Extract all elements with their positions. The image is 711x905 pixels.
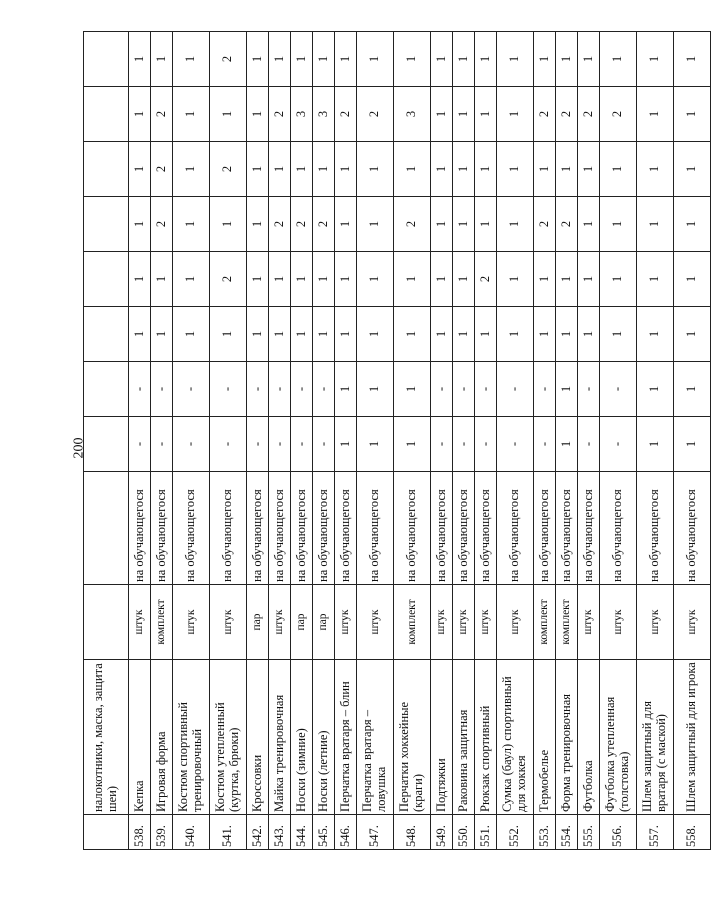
quantity-cell: 1 — [335, 417, 357, 472]
quantity-cell — [84, 417, 129, 472]
item-name: Футболка утепленная (толстовка) — [600, 660, 637, 815]
item-name: Перчатка вратаря – ловушка — [357, 660, 394, 815]
table-row — [210, 32, 247, 850]
quantity-cell: 1 — [313, 307, 335, 362]
quantity-cell: 1 — [556, 32, 578, 87]
quantity-cell: 2 — [210, 142, 247, 197]
quantity-cell: 1 — [600, 32, 637, 87]
unit-of-measure: комплект — [151, 585, 173, 660]
row-number: 553. — [534, 815, 556, 850]
equipment-table — [83, 31, 711, 850]
quantity-cell: 1 — [173, 32, 210, 87]
unit-of-measure: штук — [129, 585, 151, 660]
quantity-cell: 1 — [313, 252, 335, 307]
unit-of-measure: пар — [291, 585, 313, 660]
unit-of-measure: штук — [210, 585, 247, 660]
quantity-cell: 2 — [313, 197, 335, 252]
item-name: Подтяжки — [431, 660, 453, 815]
quantity-cell: 1 — [357, 362, 394, 417]
quantity-cell: - — [291, 362, 313, 417]
quantity-cell: 1 — [173, 307, 210, 362]
unit-of-measure: штук — [453, 585, 475, 660]
calculation-basis: на обучающегося — [497, 472, 534, 585]
quantity-cell: - — [173, 362, 210, 417]
quantity-cell: 2 — [210, 252, 247, 307]
quantity-cell: 1 — [291, 252, 313, 307]
quantity-cell: 1 — [335, 252, 357, 307]
quantity-cell: - — [578, 362, 600, 417]
calculation-basis: на обучающегося — [534, 472, 556, 585]
quantity-cell: - — [210, 362, 247, 417]
quantity-cell: 1 — [291, 32, 313, 87]
row-number: 550. — [453, 815, 475, 850]
calculation-basis: на обучающегося — [475, 472, 497, 585]
table-row — [394, 32, 431, 850]
unit-of-measure: комплект — [394, 585, 431, 660]
calculation-basis: на обучающегося — [556, 472, 578, 585]
row-number: 551. — [475, 815, 497, 850]
unit-of-measure — [84, 585, 129, 660]
calculation-basis: на обучающегося — [247, 472, 269, 585]
item-name: Сумка (баул) спортивный для хоккея — [497, 660, 534, 815]
quantity-cell: 1 — [247, 32, 269, 87]
item-name: Термобелье — [534, 660, 556, 815]
quantity-cell: - — [497, 417, 534, 472]
calculation-basis — [84, 472, 129, 585]
table-row — [453, 32, 475, 850]
quantity-cell: 1 — [674, 87, 711, 142]
equipment-table-rotated — [83, 32, 699, 850]
table-row — [578, 32, 600, 850]
quantity-cell: 1 — [637, 87, 674, 142]
item-name: Носки (летние) — [313, 660, 335, 815]
table-row — [129, 32, 151, 850]
quantity-cell: 1 — [129, 197, 151, 252]
quantity-cell: 1 — [357, 307, 394, 362]
quantity-cell: 1 — [291, 307, 313, 362]
table-row — [247, 32, 269, 850]
quantity-cell: 1 — [173, 252, 210, 307]
quantity-cell: 1 — [335, 32, 357, 87]
unit-of-measure: штук — [173, 585, 210, 660]
item-name: Костюм утепленный (куртка, брюки) — [210, 660, 247, 815]
quantity-cell: - — [453, 417, 475, 472]
quantity-cell: - — [431, 417, 453, 472]
page-number-text: 200 — [71, 437, 86, 459]
quantity-cell: 1 — [431, 252, 453, 307]
quantity-cell: 1 — [453, 307, 475, 362]
quantity-cell: 1 — [394, 362, 431, 417]
calculation-basis: на обучающегося — [173, 472, 210, 585]
quantity-cell: 1 — [637, 32, 674, 87]
quantity-cell — [84, 32, 129, 87]
quantity-cell: 1 — [534, 307, 556, 362]
calculation-basis: на обучающегося — [674, 472, 711, 585]
quantity-cell: 1 — [556, 417, 578, 472]
calculation-basis: на обучающегося — [291, 472, 313, 585]
table-row — [84, 32, 129, 850]
table-row — [357, 32, 394, 850]
quantity-cell: 1 — [497, 197, 534, 252]
quantity-cell: 1 — [210, 197, 247, 252]
calculation-basis: на обучающегося — [394, 472, 431, 585]
item-name: налокотники, маска, защита шеи) — [84, 660, 129, 815]
unit-of-measure: штук — [600, 585, 637, 660]
row-number: 546. — [335, 815, 357, 850]
item-name: Раковина защитная — [453, 660, 475, 815]
quantity-cell: 2 — [151, 142, 173, 197]
quantity-cell: 1 — [173, 87, 210, 142]
quantity-cell: 2 — [151, 87, 173, 142]
quantity-cell: 1 — [431, 87, 453, 142]
quantity-cell: 1 — [394, 142, 431, 197]
quantity-cell: 1 — [674, 252, 711, 307]
quantity-cell: 1 — [335, 362, 357, 417]
quantity-cell: 1 — [497, 32, 534, 87]
quantity-cell: 1 — [431, 197, 453, 252]
quantity-cell — [84, 142, 129, 197]
row-number: 542. — [247, 815, 269, 850]
row-number: 538. — [129, 815, 151, 850]
quantity-cell: 1 — [129, 32, 151, 87]
quantity-cell: 1 — [357, 32, 394, 87]
quantity-cell: 1 — [600, 307, 637, 362]
quantity-cell: 1 — [637, 252, 674, 307]
quantity-cell: 1 — [600, 142, 637, 197]
quantity-cell: 1 — [129, 87, 151, 142]
quantity-cell: 1 — [637, 307, 674, 362]
quantity-cell: 3 — [313, 87, 335, 142]
quantity-cell: 1 — [151, 307, 173, 362]
quantity-cell: 2 — [151, 197, 173, 252]
unit-of-measure: штук — [578, 585, 600, 660]
quantity-cell: 1 — [357, 252, 394, 307]
quantity-cell: 2 — [291, 197, 313, 252]
quantity-cell: 1 — [600, 197, 637, 252]
item-name: Футболка — [578, 660, 600, 815]
item-name: Майка тренировочная — [269, 660, 291, 815]
row-number: 558. — [674, 815, 711, 850]
quantity-cell: 1 — [335, 307, 357, 362]
row-number: 549. — [431, 815, 453, 850]
item-name: Кепка — [129, 660, 151, 815]
table-body — [84, 32, 711, 850]
quantity-cell: 1 — [453, 197, 475, 252]
row-number: 539. — [151, 815, 173, 850]
quantity-cell: - — [173, 417, 210, 472]
table-row — [173, 32, 210, 850]
quantity-cell: 1 — [674, 307, 711, 362]
quantity-cell: 1 — [674, 362, 711, 417]
quantity-cell: 1 — [578, 197, 600, 252]
calculation-basis: на обучающегося — [335, 472, 357, 585]
row-number: 547. — [357, 815, 394, 850]
quantity-cell: 1 — [637, 197, 674, 252]
quantity-cell: 1 — [357, 142, 394, 197]
quantity-cell: - — [151, 362, 173, 417]
unit-of-measure: комплект — [556, 585, 578, 660]
calculation-basis: на обучающегося — [210, 472, 247, 585]
quantity-cell: 1 — [129, 142, 151, 197]
quantity-cell: 1 — [453, 142, 475, 197]
calculation-basis: на обучающегося — [578, 472, 600, 585]
row-number: 543. — [269, 815, 291, 850]
quantity-cell: - — [600, 417, 637, 472]
quantity-cell: 1 — [431, 32, 453, 87]
quantity-cell: 1 — [335, 197, 357, 252]
quantity-cell: - — [129, 362, 151, 417]
item-name: Шлем защитный для вратаря (с маской) — [637, 660, 674, 815]
quantity-cell: 1 — [637, 417, 674, 472]
quantity-cell: - — [247, 417, 269, 472]
quantity-cell: - — [431, 362, 453, 417]
table-row — [291, 32, 313, 850]
quantity-cell: 1 — [674, 197, 711, 252]
item-name: Костюм спортивный тренировочный — [173, 660, 210, 815]
quantity-cell: 1 — [269, 307, 291, 362]
quantity-cell: 2 — [578, 87, 600, 142]
quantity-cell: 2 — [210, 32, 247, 87]
quantity-cell: - — [269, 417, 291, 472]
row-number: 552. — [497, 815, 534, 850]
quantity-cell: 1 — [453, 252, 475, 307]
quantity-cell: 1 — [431, 142, 453, 197]
item-name: Кроссовки — [247, 660, 269, 815]
quantity-cell: 2 — [600, 87, 637, 142]
quantity-cell: 1 — [497, 142, 534, 197]
calculation-basis: на обучающегося — [269, 472, 291, 585]
quantity-cell: 1 — [247, 142, 269, 197]
quantity-cell: 1 — [475, 32, 497, 87]
quantity-cell: 2 — [357, 87, 394, 142]
quantity-cell: 2 — [269, 197, 291, 252]
quantity-cell: 1 — [475, 197, 497, 252]
item-name: Перчатки хоккейные (краги) — [394, 660, 431, 815]
table-row — [269, 32, 291, 850]
quantity-cell: - — [453, 362, 475, 417]
quantity-cell: 1 — [578, 142, 600, 197]
quantity-cell: 1 — [637, 362, 674, 417]
quantity-cell: 1 — [534, 32, 556, 87]
quantity-cell: - — [600, 362, 637, 417]
table-row — [313, 32, 335, 850]
quantity-cell: 1 — [475, 307, 497, 362]
row-number: 540. — [173, 815, 210, 850]
quantity-cell: 1 — [453, 87, 475, 142]
quantity-cell: 1 — [173, 142, 210, 197]
row-number: 554. — [556, 815, 578, 850]
quantity-cell: 1 — [173, 197, 210, 252]
calculation-basis: на обучающегося — [431, 472, 453, 585]
quantity-cell: 3 — [394, 87, 431, 142]
quantity-cell: 1 — [578, 307, 600, 362]
quantity-cell: 1 — [357, 197, 394, 252]
quantity-cell: 1 — [394, 417, 431, 472]
unit-of-measure: штук — [335, 585, 357, 660]
unit-of-measure: комплект — [534, 585, 556, 660]
calculation-basis: на обучающегося — [357, 472, 394, 585]
table-row — [674, 32, 711, 850]
quantity-cell: 1 — [556, 307, 578, 362]
quantity-cell: 1 — [556, 252, 578, 307]
quantity-cell: 1 — [129, 307, 151, 362]
item-name: Рюкзак спортивный — [475, 660, 497, 815]
quantity-cell: 1 — [453, 32, 475, 87]
quantity-cell: - — [151, 417, 173, 472]
quantity-cell: 1 — [247, 87, 269, 142]
quantity-cell: 1 — [313, 32, 335, 87]
quantity-cell — [84, 307, 129, 362]
quantity-cell: - — [291, 417, 313, 472]
quantity-cell: 1 — [151, 252, 173, 307]
quantity-cell: 2 — [534, 87, 556, 142]
quantity-cell: 2 — [269, 87, 291, 142]
quantity-cell: 1 — [129, 252, 151, 307]
quantity-cell: 1 — [556, 362, 578, 417]
quantity-cell: - — [313, 362, 335, 417]
quantity-cell: 1 — [247, 307, 269, 362]
quantity-cell: - — [497, 362, 534, 417]
quantity-cell: 3 — [291, 87, 313, 142]
quantity-cell: - — [578, 417, 600, 472]
quantity-cell: - — [475, 362, 497, 417]
quantity-cell: 1 — [475, 87, 497, 142]
quantity-cell: 1 — [578, 252, 600, 307]
unit-of-measure: штук — [475, 585, 497, 660]
quantity-cell: 1 — [497, 307, 534, 362]
quantity-cell — [84, 362, 129, 417]
unit-of-measure: пар — [247, 585, 269, 660]
quantity-cell: 2 — [556, 87, 578, 142]
quantity-cell: 1 — [431, 307, 453, 362]
quantity-cell: 1 — [394, 307, 431, 362]
quantity-cell — [84, 252, 129, 307]
item-name: Игровая форма — [151, 660, 173, 815]
unit-of-measure: штук — [637, 585, 674, 660]
quantity-cell: 1 — [674, 32, 711, 87]
quantity-cell: 1 — [247, 197, 269, 252]
quantity-cell: 1 — [269, 142, 291, 197]
table-row — [534, 32, 556, 850]
quantity-cell: - — [475, 417, 497, 472]
unit-of-measure: пар — [313, 585, 335, 660]
quantity-cell: 1 — [497, 87, 534, 142]
quantity-cell: 1 — [394, 252, 431, 307]
item-name: Носки (зимние) — [291, 660, 313, 815]
quantity-cell: 2 — [475, 252, 497, 307]
quantity-cell: 2 — [534, 197, 556, 252]
quantity-cell: 1 — [269, 32, 291, 87]
quantity-cell: 1 — [313, 142, 335, 197]
quantity-cell: 1 — [578, 32, 600, 87]
table-row — [637, 32, 674, 850]
quantity-cell: 1 — [534, 142, 556, 197]
table-row — [431, 32, 453, 850]
row-number: 544. — [291, 815, 313, 850]
quantity-cell: 1 — [151, 32, 173, 87]
unit-of-measure: штук — [269, 585, 291, 660]
quantity-cell: - — [247, 362, 269, 417]
table-row — [151, 32, 173, 850]
item-name: Шлем защитный для игрока — [674, 660, 711, 815]
quantity-cell: - — [534, 417, 556, 472]
row-number: 555. — [578, 815, 600, 850]
row-number: 545. — [313, 815, 335, 850]
quantity-cell: 1 — [534, 252, 556, 307]
row-number: 557. — [637, 815, 674, 850]
quantity-cell: 1 — [394, 32, 431, 87]
quantity-cell: 1 — [637, 142, 674, 197]
quantity-cell: 1 — [335, 142, 357, 197]
table-row — [556, 32, 578, 850]
unit-of-measure: штук — [357, 585, 394, 660]
quantity-cell: - — [534, 362, 556, 417]
item-name: Форма тренировочная — [556, 660, 578, 815]
quantity-cell: 1 — [475, 142, 497, 197]
table-row — [600, 32, 637, 850]
quantity-cell: 1 — [269, 252, 291, 307]
quantity-cell: 1 — [600, 252, 637, 307]
quantity-cell: - — [210, 417, 247, 472]
quantity-cell: - — [313, 417, 335, 472]
quantity-cell: 2 — [556, 197, 578, 252]
quantity-cell: 1 — [210, 307, 247, 362]
calculation-basis: на обучающегося — [313, 472, 335, 585]
calculation-basis: на обучающегося — [129, 472, 151, 585]
item-name: Перчатка вратаря – блин — [335, 660, 357, 815]
equipment-table-frame — [83, 32, 699, 850]
quantity-cell: 1 — [210, 87, 247, 142]
calculation-basis: на обучающегося — [453, 472, 475, 585]
table-row — [475, 32, 497, 850]
unit-of-measure: штук — [497, 585, 534, 660]
quantity-cell: 2 — [335, 87, 357, 142]
quantity-cell: - — [129, 417, 151, 472]
row-number: 548. — [394, 815, 431, 850]
quantity-cell: 1 — [291, 142, 313, 197]
quantity-cell: 2 — [394, 197, 431, 252]
quantity-cell: 1 — [556, 142, 578, 197]
table-row — [497, 32, 534, 850]
calculation-basis: на обучающегося — [600, 472, 637, 585]
quantity-cell: - — [269, 362, 291, 417]
row-number: 556. — [600, 815, 637, 850]
table-row — [335, 32, 357, 850]
calculation-basis: на обучающегося — [151, 472, 173, 585]
unit-of-measure: штук — [674, 585, 711, 660]
quantity-cell: 1 — [674, 417, 711, 472]
calculation-basis: на обучающегося — [637, 472, 674, 585]
quantity-cell: 1 — [247, 252, 269, 307]
quantity-cell — [84, 87, 129, 142]
quantity-cell: 1 — [497, 252, 534, 307]
quantity-cell — [84, 197, 129, 252]
quantity-cell: 1 — [357, 417, 394, 472]
quantity-cell: 1 — [674, 142, 711, 197]
row-number: 541. — [210, 815, 247, 850]
row-number — [84, 815, 129, 850]
unit-of-measure: штук — [431, 585, 453, 660]
